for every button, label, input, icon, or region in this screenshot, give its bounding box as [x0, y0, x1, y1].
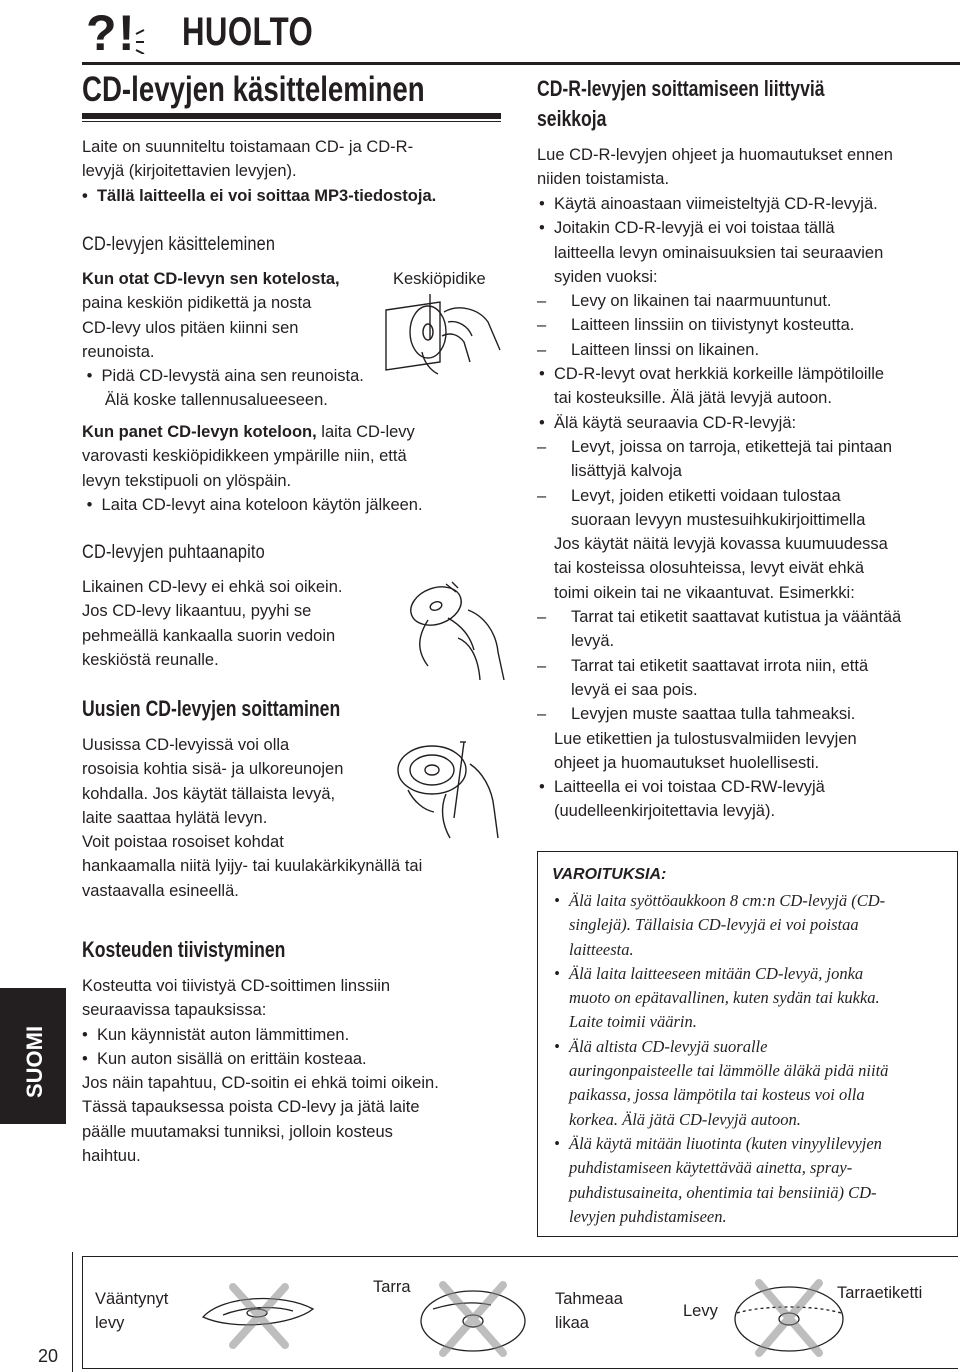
svg-text:?: ? [86, 5, 117, 54]
cdr-text: Lue CD-R-levyjen ohjeet ja huomautukset ennen niiden toistamista. [537, 146, 893, 189]
list-line-text: Levyt, joiden etiketti voidaan tulostaa [571, 486, 841, 505]
list-line [552, 1010, 888, 1034]
figure-label-hub: Keskiöpidike [393, 270, 486, 288]
list-line-text: Älä käytä mitään liuotinta (kuten vinyylilevyjen [569, 1133, 882, 1153]
list-line-text: Levyjen muste saattaa tulla tahmeaksi. [571, 705, 856, 724]
disc-case-illustration [378, 292, 504, 378]
list-line-text: korkea. Älä jätä CD-levyjä autoon. [569, 1109, 801, 1129]
list-line-text: Laitteen linssiin on tiivistynyt kosteutta. [571, 316, 855, 335]
list-line-text: syiden vuoksi: [554, 267, 658, 286]
list-line-text: suoraan levyyn mustesuihkukirjoittimella [571, 510, 866, 529]
bullet-icon: • [554, 891, 560, 910]
heading-condensation: Kosteuden tiivistyminen [82, 937, 286, 962]
list-line [537, 629, 901, 653]
section-heading-rule [82, 113, 501, 119]
subheading-cleaning: CD-levyjen puhtaanapito [82, 542, 265, 563]
list-line [537, 605, 901, 629]
list-line-text: (uudelleenkirjoitettavia levyjä). [554, 802, 776, 821]
cdr-list [537, 192, 901, 824]
condensation-text: Kosteutta voi tiivistyä CD-soittimen linssiin seuraavissa tapauksissa: • Kun käynnistät auton lämmittimen. • Kun auton sisällä on erittäin kosteaa. Jos näin tapahtuu, CD-soitin ei ehkä toimi oikein. Tässä tapauksessa poista CD-levy ja jätä laite päälle muutamaksi tunniksi, jolloin kosteus haihtuu. [82, 977, 439, 1166]
list-line-text: puhdistusaineita, ohentimia tai bensiiniä) CD- [569, 1182, 877, 1202]
list-line [552, 938, 888, 962]
list-line [537, 581, 901, 605]
bullet-icon: • [86, 367, 102, 386]
list-line-text: lisättyjä kalvoja [571, 462, 682, 481]
heading-new-discs: Uusien CD-levyjen soittaminen [82, 696, 341, 721]
sticker-disc-illustration [413, 1279, 543, 1359]
dash-icon: – [537, 656, 547, 675]
list-line-text: Jos käytät näitä levyjä kovassa kuumuudessa [554, 535, 888, 554]
list-line [537, 702, 901, 726]
list-line-text: muoto on epätavallinen, kuten sydän tai kukka. [569, 988, 880, 1008]
list-line [537, 654, 901, 678]
svg-text:!: ! [118, 5, 135, 54]
page-number-rule [72, 1252, 73, 1372]
dash-icon: – [537, 292, 547, 311]
dash-icon: – [537, 437, 547, 456]
list-line-text: Älä käytä seuraavia CD-R-levyjä: [554, 413, 797, 432]
list-line-text: Joitakin CD-R-levyjä ei voi toistaa tällä [554, 219, 835, 238]
dash-icon: – [537, 340, 547, 359]
bottom-figure-box [82, 1256, 958, 1369]
section-heading-rule-thin [82, 121, 501, 122]
list-line [537, 775, 901, 799]
warning-box [537, 851, 958, 1237]
label-warped: Vääntynyt levy [95, 1290, 169, 1333]
new-discs-text: Uusissa CD-levyissä voi olla rosoisia kohtia sisä- ja ulkoreunojen kohdalla. Jos käytät tällaista levyä, laite saattaa hylätä levyn. Voit poistaa rosoiset kohdat hankaamalla niitä lyijy- tai kuulakärkikynällä tai vastaavalla esineellä. [82, 736, 423, 900]
list-line [552, 1108, 888, 1132]
bullet-icon: • [82, 1049, 97, 1068]
warning-list [552, 889, 888, 1229]
list-line [537, 338, 901, 362]
list-line [552, 1156, 888, 1180]
insert-text: Kun panet CD-levyn koteloon, laita CD-levy varovasti keskiöpidikkeen ympärille niin, että levyn tekstipuoli on ylöspäin. • Laita CD-levyt aina koteloon käytön jälkeen. [82, 423, 423, 514]
bullet-icon: • [539, 778, 545, 797]
list-line [552, 1132, 888, 1156]
list-line [537, 532, 901, 556]
list-line-text: Levyt, joissa on tarroja, etikettejä tai pintaan [571, 437, 893, 456]
page-number: 20 [38, 1346, 59, 1366]
list-line [552, 1035, 888, 1059]
intro-text: Laite on suunniteltu toistamaan CD- ja CD-R- levyjä (kirjoitettavien levyjen). • Tällä laitteella ei voi soittaa MP3-tiedostoja. [82, 138, 437, 205]
handling-text: Kun otat CD-levyn sen kotelosta, paina keskiön pidikettä ja nosta CD-levy ulos pitäen kiinni sen reunoista. • Pidä CD-levystä aina sen reunoista. Älä koske tallennusalueeseen. [82, 270, 364, 410]
bullet-icon: • [82, 186, 97, 205]
warped-disc-illustration [193, 1275, 323, 1355]
label-sticky: Tahmeaa likaa [555, 1290, 623, 1333]
dash-icon: – [537, 608, 547, 627]
dash-icon: – [537, 705, 547, 724]
list-line [552, 962, 888, 986]
bullet-icon: • [554, 963, 560, 983]
list-line-text: Tarrat tai etiketit saattavat irrota niin, että [571, 656, 869, 675]
list-line-text: Tarrat tai etiketit saattavat kutistua ja vääntää [571, 608, 902, 627]
list-line-text: tai kosteissa olosuhteissa, levyt eivät ehkä [554, 559, 864, 578]
list-line-text: puhdistamiseen käytettävää ainetta, spray- [569, 1158, 853, 1178]
list-line [537, 459, 901, 483]
list-line [537, 435, 901, 459]
cleaning-text: Likainen CD-levy ei ehkä soi oikein. Jos CD-levy likaantuu, pyyhi se pehmeällä kankaalla suorin vedoin keskiöstä reunalle. [82, 578, 343, 669]
bullet-icon: • [539, 413, 545, 432]
bullet-icon: • [86, 495, 102, 514]
list-line [552, 986, 888, 1010]
cdr-heading: CD-R-levyjen soittamiseen liittyviä seikkoja [537, 76, 825, 131]
label-sticker-label: Tarraetiketti [837, 1284, 923, 1302]
list-line-text: Käytä ainoastaan viimeisteltyjä CD-R-levyjä. [554, 195, 878, 213]
list-line [537, 751, 901, 775]
list-line [552, 1205, 888, 1229]
dash-icon: – [537, 316, 547, 335]
dash-icon: – [537, 486, 547, 505]
list-line-text: Älä laita syöttöaukkoon 8 cm:n CD-levyjä (CD- [569, 891, 886, 910]
list-line [537, 362, 901, 386]
list-line [537, 411, 901, 435]
list-line [537, 678, 901, 702]
section-heading-handling: CD-levyjen käsitteleminen [82, 70, 425, 109]
list-line-text: auringonpaisteelle tai lämmölle äläkä pidä niitä [569, 1061, 889, 1081]
list-line [537, 265, 901, 289]
bullet-icon: • [539, 219, 545, 238]
list-line-text: laitteesta. [569, 939, 634, 959]
list-line-text: Älä laita laitteeseen mitään CD-levyä, jonka [569, 963, 864, 983]
list-line [537, 508, 901, 532]
list-line-text: Levy on likainen tai naarmuuntunut. [571, 292, 832, 311]
list-line [552, 1181, 888, 1205]
list-line-text: CD-R-levyt ovat herkkiä korkeille lämpötiloille [554, 365, 885, 384]
label-sticker: Tarra [373, 1278, 411, 1296]
list-line-text: Laitteen linssi on likainen. [571, 340, 760, 359]
cleaning-illustration [398, 580, 508, 686]
list-line [552, 1059, 888, 1083]
page-title: HUOLTO [182, 10, 314, 54]
list-line [537, 727, 901, 751]
list-line-text: Lue etikettien ja tulostusvalmiiden levyjen [554, 729, 857, 748]
list-line [552, 913, 888, 937]
bullet-icon: • [82, 1025, 97, 1044]
list-line [552, 889, 888, 913]
header-icon [84, 4, 160, 54]
list-line-text: Laitteella ei voi toistaa CD-RW-levyjä [554, 778, 825, 797]
list-line [537, 386, 901, 410]
list-line [537, 556, 901, 580]
header-rule [82, 62, 960, 65]
list-line-text: Laite toimii väärin. [569, 1012, 697, 1032]
bullet-icon: • [539, 365, 545, 384]
bullet-icon: • [539, 195, 545, 213]
list-line-text: levyä. [571, 632, 615, 651]
list-line [537, 313, 901, 337]
language-tab-label: SUOMI [22, 1025, 47, 1098]
label-disc-illustration [723, 1275, 853, 1359]
list-line [537, 216, 901, 240]
list-line [537, 192, 901, 216]
list-line [537, 241, 901, 265]
list-line-text: paikassa, jossa lämpötila tai kosteus voi olla [569, 1085, 865, 1105]
list-line-text: toimi oikein tai ne vikaantuvat. Esimerkki: [554, 583, 855, 602]
list-line-text: singlejä). Tällaisia CD-levyjä ei voi poistaa [569, 915, 859, 935]
list-line [537, 484, 901, 508]
list-line [537, 799, 901, 823]
list-line-text: levyä ei saa pois. [571, 680, 698, 699]
list-line [552, 1083, 888, 1107]
language-tab [0, 988, 66, 1124]
deburr-illustration [394, 738, 506, 842]
subheading-handling: CD-levyjen käsitteleminen [82, 234, 276, 255]
bullet-icon: • [554, 1133, 560, 1153]
bullet-icon: • [554, 1036, 560, 1056]
label-disc: Levy [683, 1302, 718, 1320]
list-line-text: levyjen puhdistamiseen. [569, 1206, 727, 1226]
list-line-text: Älä altista CD-levyjä suoralle [569, 1036, 768, 1056]
warning-heading: VAROITUKSIA: [552, 866, 667, 883]
list-line-text: laitteella levyn ominaisuuksien tai seuraavien [554, 243, 884, 262]
list-line-text: ohjeet ja huomautukset huolellisesti. [554, 753, 820, 772]
list-line [537, 289, 901, 313]
list-line-text: tai kosteuksille. Älä jätä levyjä autoon. [554, 389, 832, 408]
